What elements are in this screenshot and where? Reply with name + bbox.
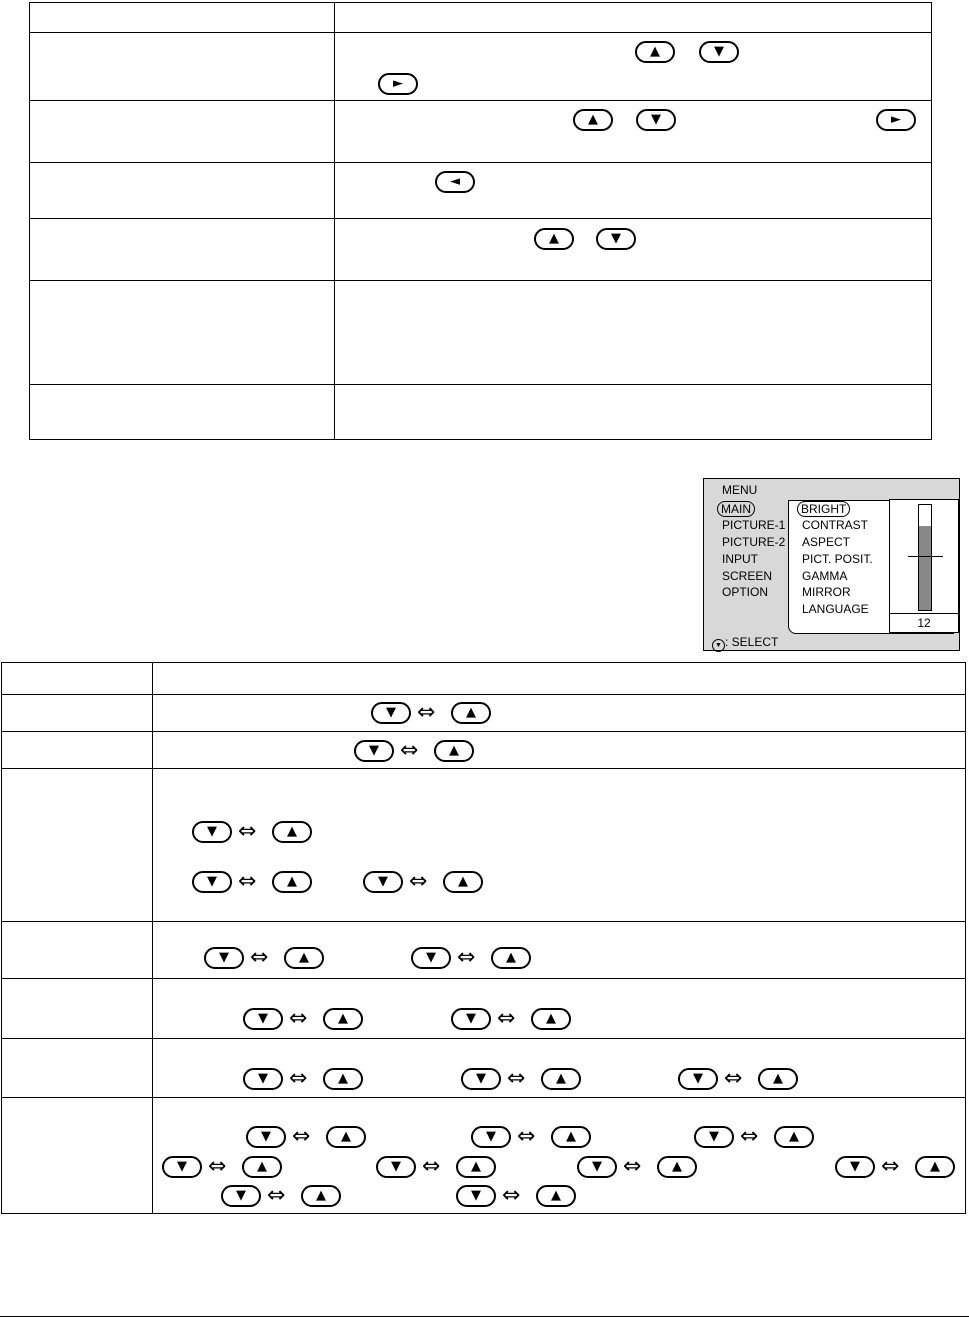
table-cell [335, 163, 932, 219]
down-button-icon: ▼ [678, 1068, 718, 1090]
osd-sub-item: PICT. POSIT. [802, 552, 873, 566]
osd-sub-item: BRIGHT [797, 501, 850, 517]
right-button-icon: ► [876, 109, 916, 131]
up-button-icon: ▲ [774, 1126, 814, 1148]
table-cell [2, 922, 153, 979]
up-button-icon: ▲ [301, 1185, 341, 1207]
table-cell [2, 732, 153, 769]
up-button-icon: ▲ [323, 1008, 363, 1030]
swap-arrow-icon: ⇔ [724, 1066, 743, 1091]
swap-arrow-icon: ⇔ [250, 945, 269, 970]
osd-main-item: INPUT [722, 552, 758, 566]
swap-arrow-icon: ⇔ [289, 1006, 308, 1031]
gauge-value: 12 [890, 613, 958, 633]
up-button-icon: ▲ [573, 109, 613, 131]
table-cell [2, 663, 153, 695]
up-button-icon: ▲ [272, 821, 312, 843]
up-button-icon: ▲ [326, 1126, 366, 1148]
swap-arrow-icon: ⇔ [417, 700, 436, 725]
table-cell [335, 385, 932, 440]
table-cell [335, 3, 932, 33]
swap-arrow-icon: ⇔ [497, 1006, 516, 1031]
table-cell [2, 1098, 153, 1214]
table-cell [153, 769, 966, 922]
down-button-icon: ▼ [243, 1068, 283, 1090]
swap-arrow-icon: ⇔ [502, 1183, 521, 1208]
swap-arrow-icon: ⇔ [238, 869, 257, 894]
table-cell [2, 1039, 153, 1098]
up-button-icon: ▲ [541, 1068, 581, 1090]
down-button-icon: ▼ [192, 821, 232, 843]
gauge-midpoint [908, 556, 943, 557]
gauge-fill [919, 526, 931, 610]
osd-main-item: PICTURE-1 [722, 518, 786, 532]
down-button-icon: ▼ [204, 947, 244, 969]
down-button-icon: ▼ [376, 1156, 416, 1178]
table-cell [335, 33, 932, 101]
down-button-icon: ▼ [461, 1068, 501, 1090]
osd-sub-item: GAMMA [802, 569, 848, 583]
table-cell [335, 219, 932, 281]
down-button-icon: ▼ [371, 702, 411, 724]
up-button-icon: ▲ [434, 740, 474, 762]
down-button-icon: ▼ [636, 109, 676, 131]
up-button-icon: ▲ [491, 947, 531, 969]
swap-arrow-icon: ⇔ [292, 1124, 311, 1149]
down-button-icon: ▼ [451, 1008, 491, 1030]
osd-footer-label: : SELECT [725, 635, 779, 649]
down-button-icon: ▼ [699, 41, 739, 63]
swap-arrow-icon: ⇔ [457, 945, 476, 970]
osd-level-gauge [889, 499, 959, 633]
down-button-icon: ▼ [835, 1156, 875, 1178]
osd-sub-item: MIRROR [802, 585, 851, 599]
up-button-icon: ▲ [635, 41, 675, 63]
swap-arrow-icon: ⇔ [881, 1154, 900, 1179]
osd-main-item: MAIN [717, 501, 755, 517]
swap-arrow-icon: ⇔ [208, 1154, 227, 1179]
down-button-icon: ▼ [694, 1126, 734, 1148]
up-button-icon: ▲ [534, 228, 574, 250]
osd-menu-title: MENU [722, 483, 758, 497]
up-button-icon: ▲ [456, 1156, 496, 1178]
down-button-icon: ▼ [243, 1008, 283, 1030]
swap-arrow-icon: ⇔ [238, 819, 257, 844]
swap-arrow-icon: ⇔ [422, 1154, 441, 1179]
gauge-track [918, 504, 932, 611]
down-button-icon: ▼ [411, 947, 451, 969]
swap-arrow-icon: ⇔ [507, 1066, 526, 1091]
table-cell [2, 769, 153, 922]
table-cell [30, 163, 335, 219]
left-button-icon: ◄ [435, 171, 475, 193]
table-cell [153, 695, 966, 732]
down-button-icon: ▼ [221, 1185, 261, 1207]
up-button-icon: ▲ [531, 1008, 571, 1030]
table-cell [30, 101, 335, 163]
operation-table [29, 2, 932, 440]
osd-menu-screenshot [703, 478, 960, 651]
down-button-icon: ▼ [246, 1126, 286, 1148]
up-button-icon: ▲ [242, 1156, 282, 1178]
osd-main-item: OPTION [722, 585, 769, 599]
up-button-icon: ▲ [443, 871, 483, 893]
table-cell [30, 3, 335, 33]
swap-arrow-icon: ⇔ [409, 869, 428, 894]
osd-sub-item: CONTRAST [802, 518, 868, 532]
down-button-icon: ▼ [577, 1156, 617, 1178]
down-button-icon: ▼ [162, 1156, 202, 1178]
up-button-icon: ▲ [451, 702, 491, 724]
table-cell [2, 695, 153, 732]
up-button-icon: ▲ [272, 871, 312, 893]
osd-sub-item: ASPECT [802, 535, 851, 549]
osd-sub-item: LANGUAGE [802, 602, 869, 616]
table-cell [153, 663, 966, 695]
swap-arrow-icon: ⇔ [400, 738, 419, 763]
down-button-icon: ▼ [363, 871, 403, 893]
table-cell [153, 732, 966, 769]
swap-arrow-icon: ⇔ [740, 1124, 759, 1149]
osd-footer [712, 635, 778, 652]
up-button-icon: ▲ [758, 1068, 798, 1090]
table-cell [30, 281, 335, 385]
swap-arrow-icon: ⇔ [623, 1154, 642, 1179]
table-cell [30, 33, 335, 101]
select-disc-icon: ▼ [712, 639, 725, 652]
table-cell [2, 979, 153, 1039]
up-button-icon: ▲ [915, 1156, 955, 1178]
table-cell [30, 385, 335, 440]
swap-arrow-icon: ⇔ [267, 1183, 286, 1208]
osd-main-item: SCREEN [722, 569, 773, 583]
swap-arrow-icon: ⇔ [517, 1124, 536, 1149]
down-button-icon: ▼ [354, 740, 394, 762]
up-button-icon: ▲ [323, 1068, 363, 1090]
table-cell [335, 281, 932, 385]
table-cell [30, 219, 335, 281]
down-button-icon: ▼ [192, 871, 232, 893]
osd-main-item: PICTURE-2 [722, 535, 786, 549]
right-button-icon: ► [378, 73, 418, 95]
down-button-icon: ▼ [596, 228, 636, 250]
table-cell [153, 922, 966, 979]
down-button-icon: ▼ [471, 1126, 511, 1148]
swap-arrow-icon: ⇔ [289, 1066, 308, 1091]
table-cell [335, 101, 932, 163]
up-button-icon: ▲ [657, 1156, 697, 1178]
up-button-icon: ▲ [536, 1185, 576, 1207]
down-button-icon: ▼ [456, 1185, 496, 1207]
up-button-icon: ▲ [284, 947, 324, 969]
up-button-icon: ▲ [551, 1126, 591, 1148]
